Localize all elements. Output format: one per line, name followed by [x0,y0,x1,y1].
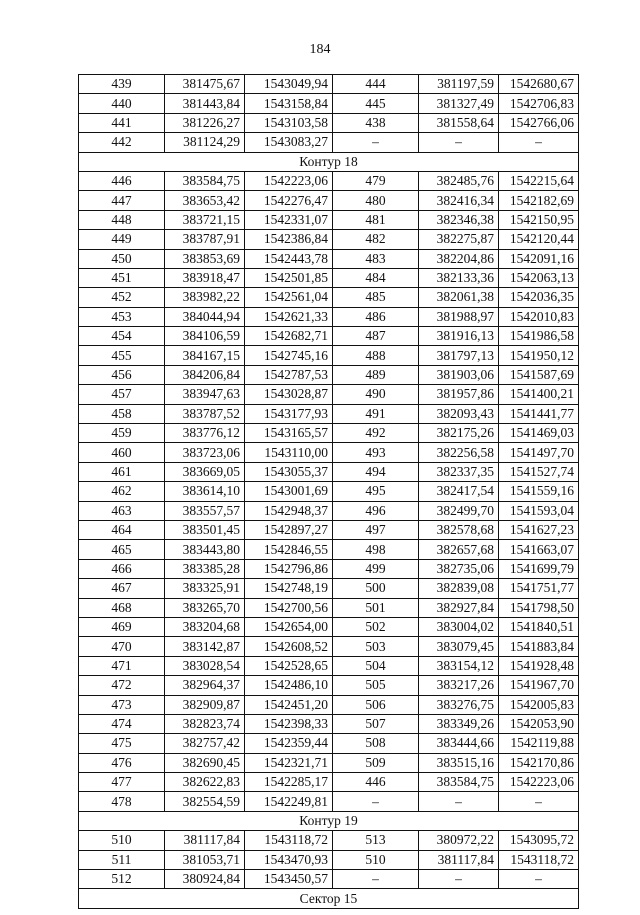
y-coordinate-cell: 1541527,74 [499,462,579,481]
point-number-cell: 481 [333,210,419,229]
point-number-cell: 497 [333,520,419,539]
section-heading-row [79,152,579,171]
point-number-cell: 489 [333,365,419,384]
y-coordinate-cell: 1541627,23 [499,520,579,539]
y-coordinate-cell: 1542608,52 [245,637,333,656]
point-number-cell: 500 [333,579,419,598]
x-coordinate-cell: 382485,76 [419,171,499,190]
point-number-cell: 446 [333,773,419,792]
x-coordinate-cell: 380972,22 [419,831,499,850]
x-coordinate-cell: 382061,38 [419,288,499,307]
point-number-cell: 493 [333,443,419,462]
table-row [79,617,579,636]
point-number-cell: 471 [79,656,165,675]
x-coordinate-cell: 382964,37 [165,676,245,695]
table-row [79,462,579,481]
point-number-cell: 470 [79,637,165,656]
y-coordinate-cell: 1541751,77 [499,579,579,598]
y-coordinate-cell: 1542748,19 [245,579,333,598]
x-coordinate-cell: 383028,54 [165,656,245,675]
x-coordinate-cell: 383154,12 [419,656,499,675]
point-number-cell: 449 [79,230,165,249]
y-coordinate-cell: 1541663,07 [499,540,579,559]
section-heading: Контур 18 [79,152,579,171]
y-coordinate-cell: 1542787,53 [245,365,333,384]
table-row [79,559,579,578]
table-row [79,482,579,501]
table-row [79,831,579,850]
x-coordinate-cell: 381053,71 [165,850,245,869]
point-number-cell: 488 [333,346,419,365]
point-number-cell: – [333,133,419,152]
table-row [79,443,579,462]
x-coordinate-cell: 383918,47 [165,268,245,287]
x-coordinate-cell: 382337,35 [419,462,499,481]
y-coordinate-cell: 1542170,86 [499,753,579,772]
x-coordinate-cell: 382256,58 [419,443,499,462]
point-number-cell: 509 [333,753,419,772]
x-coordinate-cell: 383982,22 [165,288,245,307]
x-coordinate-cell: 384167,15 [165,346,245,365]
point-number-cell: 472 [79,676,165,695]
point-number-cell: 508 [333,734,419,753]
table-row [79,501,579,520]
y-coordinate-cell: 1543049,94 [245,75,333,94]
point-number-cell: 440 [79,94,165,113]
coordinates-table [78,74,579,909]
x-coordinate-cell: 381957,86 [419,385,499,404]
y-coordinate-cell: 1542948,37 [245,501,333,520]
table-row [79,365,579,384]
x-coordinate-cell: 382554,59 [165,792,245,811]
x-coordinate-cell: 383776,12 [165,424,245,443]
table-row [79,520,579,539]
y-coordinate-cell: 1542053,90 [499,714,579,733]
y-coordinate-cell: 1541400,21 [499,385,579,404]
y-coordinate-cell: 1541469,03 [499,424,579,443]
x-coordinate-cell: 382839,08 [419,579,499,598]
x-coordinate-cell: 382093,43 [419,404,499,423]
y-coordinate-cell: 1542036,35 [499,288,579,307]
point-number-cell: 504 [333,656,419,675]
point-number-cell: 479 [333,171,419,190]
section-heading: Сектор 15 [79,889,579,908]
section-heading-row [79,889,579,908]
y-coordinate-cell: 1541967,70 [499,676,579,695]
point-number-cell: 505 [333,676,419,695]
y-coordinate-cell: 1542682,71 [245,327,333,346]
point-number-cell: 510 [79,831,165,850]
table-row [79,792,579,811]
y-coordinate-cell: 1542700,56 [245,598,333,617]
y-coordinate-cell: 1542249,81 [245,792,333,811]
table-row [79,307,579,326]
x-coordinate-cell: 382578,68 [419,520,499,539]
table-row [79,230,579,249]
point-number-cell: 491 [333,404,419,423]
y-coordinate-cell: 1542528,65 [245,656,333,675]
y-coordinate-cell: 1541593,04 [499,501,579,520]
point-number-cell: 439 [79,75,165,94]
x-coordinate-cell: 383584,75 [165,171,245,190]
point-number-cell: 462 [79,482,165,501]
point-number-cell: 499 [333,559,419,578]
point-number-cell: 502 [333,617,419,636]
x-coordinate-cell: 384106,59 [165,327,245,346]
x-coordinate-cell: 383787,52 [165,404,245,423]
y-coordinate-cell: 1542276,47 [245,191,333,210]
point-number-cell: 498 [333,540,419,559]
y-coordinate-cell: – [499,870,579,889]
point-number-cell: 442 [79,133,165,152]
x-coordinate-cell: 382175,26 [419,424,499,443]
y-coordinate-cell: 1543103,58 [245,113,333,132]
x-coordinate-cell: 383669,05 [165,462,245,481]
point-number-cell: 454 [79,327,165,346]
y-coordinate-cell: 1543028,87 [245,385,333,404]
x-coordinate-cell: 382823,74 [165,714,245,733]
point-number-cell: 469 [79,617,165,636]
x-coordinate-cell: 384206,84 [165,365,245,384]
point-number-cell: 444 [333,75,419,94]
point-number-cell: 452 [79,288,165,307]
x-coordinate-cell: 383853,69 [165,249,245,268]
table-row [79,598,579,617]
y-coordinate-cell: 1542386,84 [245,230,333,249]
point-number-cell: 483 [333,249,419,268]
table-row [79,75,579,94]
table-row [79,695,579,714]
y-coordinate-cell: 1542119,88 [499,734,579,753]
point-number-cell: 506 [333,695,419,714]
point-number-cell: 465 [79,540,165,559]
y-coordinate-cell: 1541883,84 [499,637,579,656]
x-coordinate-cell: 383079,45 [419,637,499,656]
x-coordinate-cell: 383444,66 [419,734,499,753]
table-row [79,249,579,268]
x-coordinate-cell: 382133,36 [419,268,499,287]
point-number-cell: 475 [79,734,165,753]
point-number-cell: 447 [79,191,165,210]
x-coordinate-cell: 381475,67 [165,75,245,94]
table-row [79,404,579,423]
x-coordinate-cell: 382657,68 [419,540,499,559]
y-coordinate-cell: 1543118,72 [499,850,579,869]
table-row [79,734,579,753]
point-number-cell: 487 [333,327,419,346]
section-heading-row [79,811,579,830]
x-coordinate-cell: 383276,75 [419,695,499,714]
table-row [79,676,579,695]
y-coordinate-cell: 1542120,44 [499,230,579,249]
x-coordinate-cell: 381197,59 [419,75,499,94]
x-coordinate-cell: 381916,13 [419,327,499,346]
point-number-cell: 511 [79,850,165,869]
table-row [79,637,579,656]
table-row [79,288,579,307]
point-number-cell: 510 [333,850,419,869]
x-coordinate-cell: 383584,75 [419,773,499,792]
x-coordinate-cell: 382346,38 [419,210,499,229]
y-coordinate-cell: 1543450,57 [245,870,333,889]
point-number-cell: 478 [79,792,165,811]
x-coordinate-cell: 382622,83 [165,773,245,792]
table-row [79,753,579,772]
y-coordinate-cell: 1543158,84 [245,94,333,113]
x-coordinate-cell: – [419,133,499,152]
x-coordinate-cell: 381988,97 [419,307,499,326]
y-coordinate-cell: 1541798,50 [499,598,579,617]
x-coordinate-cell: 381117,84 [165,831,245,850]
table-row [79,579,579,598]
y-coordinate-cell: 1543470,93 [245,850,333,869]
point-number-cell: 484 [333,268,419,287]
x-coordinate-cell: – [419,870,499,889]
y-coordinate-cell: 1541441,77 [499,404,579,423]
y-coordinate-cell: 1541950,12 [499,346,579,365]
y-coordinate-cell: 1543083,27 [245,133,333,152]
x-coordinate-cell: 380924,84 [165,870,245,889]
point-number-cell: 477 [79,773,165,792]
x-coordinate-cell: 381226,27 [165,113,245,132]
table-row [79,424,579,443]
point-number-cell: 473 [79,695,165,714]
page-number: 184 [309,42,331,57]
x-coordinate-cell: 383004,02 [419,617,499,636]
point-number-cell: 476 [79,753,165,772]
table-row [79,133,579,152]
y-coordinate-cell: 1542654,00 [245,617,333,636]
point-number-cell: 441 [79,113,165,132]
y-coordinate-cell: 1542005,83 [499,695,579,714]
x-coordinate-cell: 383721,15 [165,210,245,229]
table-row [79,210,579,229]
point-number-cell: 492 [333,424,419,443]
x-coordinate-cell: 383204,68 [165,617,245,636]
x-coordinate-cell: 382499,70 [419,501,499,520]
point-number-cell: 461 [79,462,165,481]
point-number-cell: 446 [79,171,165,190]
y-coordinate-cell: 1542680,67 [499,75,579,94]
y-coordinate-cell: 1543001,69 [245,482,333,501]
y-coordinate-cell: 1542766,06 [499,113,579,132]
y-coordinate-cell: 1542745,16 [245,346,333,365]
point-number-cell: 458 [79,404,165,423]
y-coordinate-cell: 1542321,71 [245,753,333,772]
x-coordinate-cell: 382909,87 [165,695,245,714]
point-number-cell: 480 [333,191,419,210]
point-number-cell: 456 [79,365,165,384]
y-coordinate-cell: 1542443,78 [245,249,333,268]
x-coordinate-cell: 381327,49 [419,94,499,113]
table-row [79,191,579,210]
x-coordinate-cell: 381797,13 [419,346,499,365]
point-number-cell: 512 [79,870,165,889]
x-coordinate-cell: 383947,63 [165,385,245,404]
point-number-cell: 494 [333,462,419,481]
point-number-cell: 486 [333,307,419,326]
point-number-cell: 513 [333,831,419,850]
table-row [79,94,579,113]
y-coordinate-cell: 1541986,58 [499,327,579,346]
x-coordinate-cell: 384044,94 [165,307,245,326]
y-coordinate-cell: 1542621,33 [245,307,333,326]
point-number-cell: 474 [79,714,165,733]
y-coordinate-cell: 1542398,33 [245,714,333,733]
y-coordinate-cell: 1542359,44 [245,734,333,753]
x-coordinate-cell: 381443,84 [165,94,245,113]
table-row [79,327,579,346]
x-coordinate-cell: 383385,28 [165,559,245,578]
x-coordinate-cell: 383265,70 [165,598,245,617]
x-coordinate-cell: 383501,45 [165,520,245,539]
point-number-cell: 464 [79,520,165,539]
y-coordinate-cell: 1543095,72 [499,831,579,850]
y-coordinate-cell: 1543118,72 [245,831,333,850]
y-coordinate-cell: 1542150,95 [499,210,579,229]
x-coordinate-cell: 382417,54 [419,482,499,501]
y-coordinate-cell: 1542285,17 [245,773,333,792]
point-number-cell: 455 [79,346,165,365]
y-coordinate-cell: 1541497,70 [499,443,579,462]
table-row [79,870,579,889]
point-number-cell: 453 [79,307,165,326]
y-coordinate-cell: 1542486,10 [245,676,333,695]
x-coordinate-cell: 383325,91 [165,579,245,598]
table-row [79,656,579,675]
y-coordinate-cell: 1542215,64 [499,171,579,190]
point-number-cell: – [333,792,419,811]
y-coordinate-cell: – [499,133,579,152]
y-coordinate-cell: 1543055,37 [245,462,333,481]
point-number-cell: 448 [79,210,165,229]
x-coordinate-cell: 383723,06 [165,443,245,462]
y-coordinate-cell: 1542846,55 [245,540,333,559]
point-number-cell: 460 [79,443,165,462]
point-number-cell: 457 [79,385,165,404]
point-number-cell: 438 [333,113,419,132]
x-coordinate-cell: 383614,10 [165,482,245,501]
x-coordinate-cell: 382204,86 [419,249,499,268]
y-coordinate-cell: 1542501,85 [245,268,333,287]
table-row [79,714,579,733]
y-coordinate-cell: 1542706,83 [499,94,579,113]
table-row [79,773,579,792]
x-coordinate-cell: 382275,87 [419,230,499,249]
x-coordinate-cell: 381117,84 [419,850,499,869]
x-coordinate-cell: 383515,16 [419,753,499,772]
point-number-cell: 490 [333,385,419,404]
y-coordinate-cell: 1541559,16 [499,482,579,501]
coordinates-table-body [79,75,579,909]
table-row [79,346,579,365]
x-coordinate-cell: 381903,06 [419,365,499,384]
y-coordinate-cell: 1543177,93 [245,404,333,423]
y-coordinate-cell: 1541587,69 [499,365,579,384]
y-coordinate-cell: 1542063,13 [499,268,579,287]
y-coordinate-cell: 1542331,07 [245,210,333,229]
point-number-cell: 495 [333,482,419,501]
table-row [79,385,579,404]
y-coordinate-cell: 1543165,57 [245,424,333,443]
x-coordinate-cell: 383217,26 [419,676,499,695]
point-number-cell: 467 [79,579,165,598]
table-row [79,171,579,190]
table-row [79,540,579,559]
x-coordinate-cell: 382690,45 [165,753,245,772]
point-number-cell: 451 [79,268,165,287]
table-row [79,113,579,132]
point-number-cell: 450 [79,249,165,268]
point-number-cell: 503 [333,637,419,656]
y-coordinate-cell: 1542796,86 [245,559,333,578]
y-coordinate-cell: 1541928,48 [499,656,579,675]
x-coordinate-cell: – [419,792,499,811]
x-coordinate-cell: 381124,29 [165,133,245,152]
x-coordinate-cell: 381558,64 [419,113,499,132]
point-number-cell: 445 [333,94,419,113]
point-number-cell: 501 [333,598,419,617]
section-heading: Контур 19 [79,811,579,830]
y-coordinate-cell: 1542223,06 [499,773,579,792]
x-coordinate-cell: 383653,42 [165,191,245,210]
table-row [79,850,579,869]
y-coordinate-cell: 1543110,00 [245,443,333,462]
point-number-cell: 459 [79,424,165,443]
y-coordinate-cell: 1542182,69 [499,191,579,210]
y-coordinate-cell: 1542561,04 [245,288,333,307]
point-number-cell: 496 [333,501,419,520]
x-coordinate-cell: 383142,87 [165,637,245,656]
y-coordinate-cell: 1542091,16 [499,249,579,268]
point-number-cell: 468 [79,598,165,617]
x-coordinate-cell: 383787,91 [165,230,245,249]
x-coordinate-cell: 382757,42 [165,734,245,753]
point-number-cell: 485 [333,288,419,307]
table-row [79,268,579,287]
x-coordinate-cell: 382735,06 [419,559,499,578]
y-coordinate-cell: 1542223,06 [245,171,333,190]
y-coordinate-cell: 1541840,51 [499,617,579,636]
point-number-cell: 463 [79,501,165,520]
x-coordinate-cell: 383443,80 [165,540,245,559]
y-coordinate-cell: 1541699,79 [499,559,579,578]
x-coordinate-cell: 382927,84 [419,598,499,617]
x-coordinate-cell: 383557,57 [165,501,245,520]
y-coordinate-cell: – [499,792,579,811]
y-coordinate-cell: 1542010,83 [499,307,579,326]
x-coordinate-cell: 382416,34 [419,191,499,210]
x-coordinate-cell: 383349,26 [419,714,499,733]
point-number-cell: 507 [333,714,419,733]
point-number-cell: 466 [79,559,165,578]
point-number-cell: – [333,870,419,889]
point-number-cell: 482 [333,230,419,249]
y-coordinate-cell: 1542897,27 [245,520,333,539]
y-coordinate-cell: 1542451,20 [245,695,333,714]
